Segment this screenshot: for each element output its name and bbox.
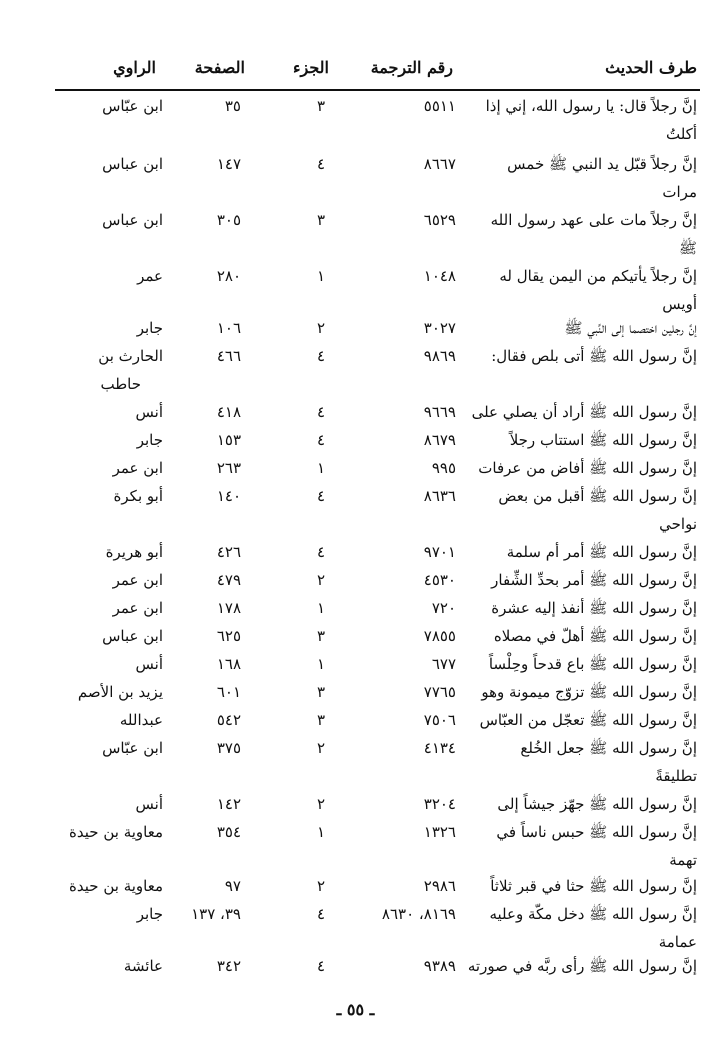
hadith-cell: إنَّ رسول الله ﷺ أنفذ إليه عشرة [491,599,697,617]
hadith-cell: إنَّ رجلاً قبّل يد النبي ﷺ خمس [507,155,697,173]
juz-cell: ١ [316,823,326,841]
page-cell: ٣٩، ١٣٧ [191,905,241,923]
table-row [0,734,711,762]
rawi-cell: جابر [136,319,163,337]
juz-cell: ٣ [316,627,326,645]
table-row [0,538,711,566]
page-cell: ٩٧ [224,877,241,895]
table-row [0,650,711,678]
table-row [0,314,711,342]
table-row [0,342,711,370]
page-cell: ٤٢٦ [216,543,241,561]
table-header [0,58,711,84]
juz-cell: ٤ [316,905,326,923]
hadith-cell: إنَّ رسول الله ﷺ أمر بحدِّ الشِّفار [491,571,697,589]
tarjama-cell: ٩٧٠١ [423,543,456,561]
juz-cell: ٣ [316,97,326,115]
rawi-cell: ابن عبّاس [102,97,163,115]
rawi-cell: ابن عباس [102,155,163,173]
header-hadith: طرف الحديث [605,58,697,77]
tarjama-cell: ٤٥٣٠ [423,571,456,589]
tarjama-cell: ٨٦٣٦ [423,487,456,505]
table-row [0,398,711,426]
hadith-continuation: أويس [662,295,697,313]
tarjama-cell: ٨٦٧٩ [423,431,456,449]
table-row [0,482,711,510]
tarjama-cell: ١٣٢٦ [423,823,456,841]
rawi-cell: ابن عمر [112,571,163,589]
page-cell: ١٤٠ [216,487,241,505]
header-rawi: الراوي [113,58,156,77]
juz-cell: ٤ [316,487,326,505]
tarjama-cell: ١٠٤٨ [423,267,456,285]
rawi-cell: معاوية بن حيدة [69,877,163,895]
juz-cell: ٣ [316,711,326,729]
rawi-cell: الحارث بن [98,347,163,365]
hadith-cell: إنَّ رسول الله ﷺ أمر أم سلمة [506,543,697,561]
tarjama-cell: ٣٠٢٧ [423,319,456,337]
juz-cell: ٢ [316,319,326,337]
table-row [0,818,711,846]
hadith-cell: إنَّ رجلاً مات على عهد رسول الله [490,211,697,229]
hadith-cell: إنَّ رسول الله ﷺ حبس ناساً في [496,823,697,841]
page-cell: ٥٤٢ [216,711,241,729]
rawi-cell: أنس [135,655,163,673]
tarjama-cell: ٩٩٥ [431,459,456,477]
juz-cell: ٣ [316,211,326,229]
header-tarjama: رقم الترجمة [370,58,453,77]
juz-cell: ٢ [316,795,326,813]
table-row [0,566,711,594]
table-row [0,952,711,980]
rawi-cell: أبو بكرة [113,487,163,505]
rawi-cell: يزيد بن الأصم [77,683,163,701]
page-cell: ٣٠٥ [216,211,241,229]
page-cell: ٣٧٥ [216,739,241,757]
table-row [0,454,711,482]
juz-cell: ١ [316,599,326,617]
hadith-cell: إنَّ رسول الله ﷺ جهّز جيشاً إلى [497,795,697,813]
page-cell: ٦٢٥ [216,627,241,645]
juz-cell: ٣ [316,683,326,701]
tarjama-cell: ٧٥٠٦ [423,711,456,729]
hadith-continuation: ﷺ [678,239,697,257]
rawi-cell: ابن عبّاس [102,739,163,757]
juz-cell: ٤ [316,543,326,561]
hadith-cell: إنَّ رسول الله ﷺ تعجّل من العبّاس [479,711,697,729]
hadith-cell: إنَّ رجلاً يأتيكم من اليمن يقال له [499,267,697,285]
page-cell: ١٧٨ [216,599,241,617]
hadith-cell: إنَّ رسول الله ﷺ أقبل من بعض [498,487,697,505]
rawi-cell: عمر [137,267,163,285]
hadith-cell: إنَّ رسول الله ﷺ حثا في قبر ثلاثاً [490,877,697,895]
table-row [0,900,711,928]
rawi-cell: ابن عباس [102,211,163,229]
tarjama-cell: ٧٢٠ [431,599,456,617]
hadith-cell: إنَّ رسول الله ﷺ أتى بلص فقال: [491,347,697,365]
page-cell: ١٦٨ [216,655,241,673]
page-cell: ١٥٣ [216,431,241,449]
hadith-continuation: أكلتُ [665,125,697,143]
hadith-continuation: مرات [662,183,697,201]
tarjama-cell: ٣٢٠٤ [423,795,456,813]
table-row [0,790,711,818]
juz-cell: ١ [316,459,326,477]
tarjama-cell: ٥٥١١ [423,97,456,115]
hadith-cell: إنَّ رسول الله ﷺ أراد أن يصلي على [471,403,697,421]
table-row [0,426,711,454]
page-cell: ٣٥ [224,97,241,115]
hadith-continuation: تطليقةً [655,767,697,785]
table-row [0,262,711,290]
page-cell: ٢٦٣ [216,459,241,477]
hadith-continuation: نواحي [659,515,697,533]
rawi-cell: معاوية بن حيدة [69,823,163,841]
table-row [0,678,711,706]
tarjama-cell: ٤١٣٤ [423,739,456,757]
rawi-cell: أنس [135,403,163,421]
page-cell: ٤١٨ [216,403,241,421]
hadith-cell: إنَّ رسول الله ﷺ باع قدحاً وحِلْساً [488,655,697,673]
hadith-cell: إنَّ رسول الله ﷺ أهلّ في مصلاه [493,627,697,645]
hadith-cell: إنَّ رسول الله ﷺ رأى ربَّه في صورته [467,957,697,975]
juz-cell: ٢ [316,739,326,757]
header-divider [55,89,700,91]
table-row [0,92,711,120]
page-cell: ٤٧٩ [216,571,241,589]
hadith-cell: إنَّ رسول الله ﷺ استتاب رجلاً [509,431,697,449]
tarjama-cell: ٦٥٢٩ [423,211,456,229]
juz-cell: ٤ [316,431,326,449]
juz-cell: ٤ [316,403,326,421]
tarjama-cell: ٨٦٦٧ [423,155,456,173]
tarjama-cell: ٨١٦٩، ٨٦٣٠ [381,905,456,923]
juz-cell: ٤ [316,347,326,365]
hadith-cell: إنَّ رسول الله ﷺ أفاض من عرفات [478,459,697,477]
page-cell: ٣٤٢ [216,957,241,975]
hadith-cell: إنَّ رسول الله ﷺ جعل الخُلع [520,739,697,757]
juz-cell: ٢ [316,877,326,895]
page-cell: ١٤٢ [216,795,241,813]
hadith-cell: إنَّ رسول الله ﷺ دخل مكّة وعليه [489,905,697,923]
page-cell: ١٤٧ [216,155,241,173]
rawi-cell: ابن عمر [112,459,163,477]
tarjama-cell: ٩٨٦٩ [423,347,456,365]
tarjama-cell: ٩٣٨٩ [423,957,456,975]
page-cell: ٦٠١ [216,683,241,701]
table-row [0,150,711,178]
hadith-cell: إنَّ رسول الله ﷺ تزوّج ميمونة وهو [481,683,697,701]
rawi-cell: جابر [136,905,163,923]
page-cell: ١٠٦ [216,319,241,337]
table-row [0,622,711,650]
page-cell: ٢٨٠ [216,267,241,285]
tarjama-cell: ٩٦٦٩ [423,403,456,421]
juz-cell: ١ [316,267,326,285]
table-row [0,206,711,234]
table-row [0,594,711,622]
rawi-cell: ابن عباس [102,627,163,645]
hadith-continuation: عمامة [658,933,697,951]
rawi-cell: عائشة [123,957,163,975]
rawi-cell: جابر [136,431,163,449]
table-row [0,706,711,734]
juz-cell: ٤ [316,957,326,975]
tarjama-cell: ٢٩٨٦ [423,877,456,895]
hadith-continuation: تهمة [669,851,697,869]
juz-cell: ١ [316,655,326,673]
rawi-cell: عبدالله [119,711,163,729]
hadith-cell: إنَّ رجلين اختصما إلى النَّبي ﷺ [564,319,697,337]
rawi-cell: ابن عمر [112,599,163,617]
hadith-cell: إنَّ رجلاً قال: يا رسول الله، إني إذا [485,97,697,115]
tarjama-cell: ٧٧٦٥ [423,683,456,701]
page-number: ـ ٥٥ ـ [336,1000,375,1019]
page-cell: ٤٦٦ [216,347,241,365]
table-row [0,872,711,900]
rawi-cell: أبو هريرة [105,543,163,561]
tarjama-cell: ٦٧٧ [431,655,456,673]
rawi-continuation: حاطب [100,375,141,393]
header-page: الصفحة [194,58,245,77]
juz-cell: ٤ [316,155,326,173]
tarjama-cell: ٧٨٥٥ [423,627,456,645]
rawi-cell: أنس [135,795,163,813]
juz-cell: ٢ [316,571,326,589]
page-cell: ٣٥٤ [216,823,241,841]
header-juz: الجزء [293,58,329,77]
